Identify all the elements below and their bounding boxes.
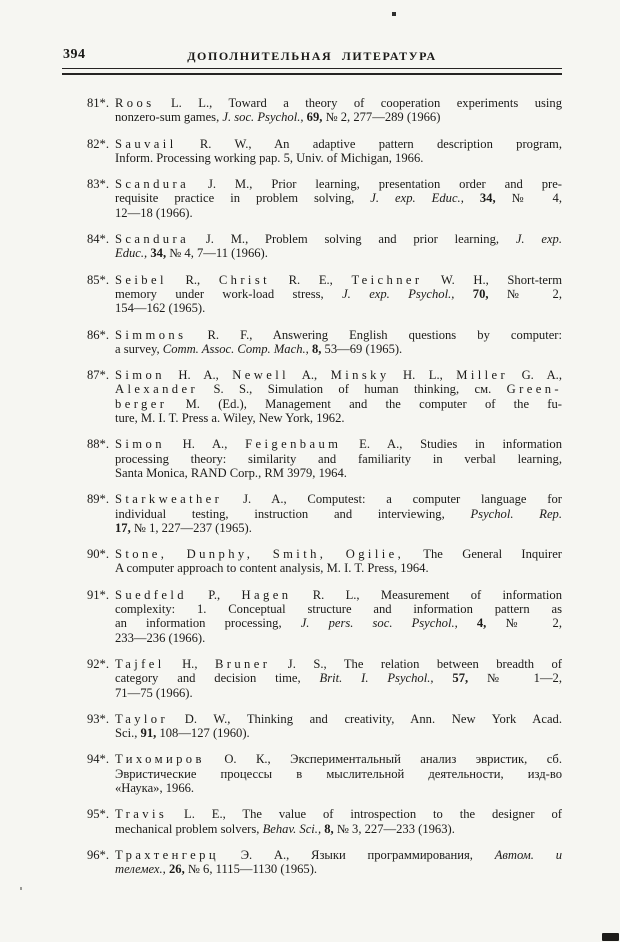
entry-segment: 12—18 (1966). [115,205,193,220]
author-name: Bruner [214,656,271,671]
entry-number: 89*. [86,492,109,507]
entry-segment [326,547,345,561]
entry-line [115,177,562,191]
bibliography-entry [75,328,562,357]
entry-segment: Sci., [115,726,141,741]
entry-line [115,206,562,220]
author-name: Alexander [115,382,199,397]
entry-segment: Santa Monica, RAND Corp., RM 3979, 1964. [115,465,347,480]
entry-segment: № 2, [486,616,562,631]
entry-number: 83*. [86,177,109,192]
entry-line [115,452,562,466]
entry-text [115,752,562,795]
bibliography-entry [75,273,562,316]
bibliography-entry [75,807,562,836]
entry-text [115,273,562,316]
scan-artifact [20,887,22,890]
entry-segment: The General Inquirer [404,547,562,562]
entry-line [115,232,562,246]
author-name: Seibel [115,272,167,287]
entry-line [115,752,562,766]
page-header [63,47,561,65]
entry-segment: Inform. Processing working pap. 5, Univ. of Michigan, 1966. [115,150,424,165]
author-name: Scandura [115,232,190,247]
entry-segment: 26, [168,862,185,877]
entry-number: 86*. [86,327,109,342]
entry-number: 84*. [86,232,109,247]
author-name: Scandura [115,177,190,192]
author-name: Feigenbaum [245,437,342,452]
entry-line [115,521,562,535]
entry-segment: E. A., Studies in information [341,437,562,452]
entry-segment: Автом. и [494,847,563,862]
entry-line [115,382,562,396]
bibliography-entry [75,137,562,166]
author-name: Simmons [115,327,187,342]
entry-text [115,368,562,425]
author-name: Simon [115,368,165,383]
entry-segment: J. exp. [515,232,562,247]
entry-text [115,437,562,480]
author-name: Minsky [330,368,390,383]
entry-segment: № 6, 1115—1130 (1965). [184,862,318,877]
bibliography-entry [75,657,562,700]
bibliography-entry [75,848,562,877]
entry-segment: 57, [452,671,469,686]
entry-segment: J. soc. Psychol., [222,110,304,125]
bibliography-entry [75,492,562,535]
author-name: Тихомиров [115,752,205,767]
entry-segment: № 2, [488,286,562,301]
author-name: Teichner [351,272,423,287]
header-rule-thick [62,73,562,75]
author-name: Stone, [115,547,168,562]
entry-line [115,507,562,521]
running-title: ДОПОЛНИТЕЛЬНАЯ ЛИТЕРАТУРА [187,49,437,63]
bibliography-entry [75,712,562,741]
entry-line [115,712,562,726]
entry-segment: № 1—2, [468,671,562,686]
entry-segment: ture, M. I. T. Press a. Wiley, New York, 1962. [115,411,345,426]
entry-segment [458,616,477,630]
entry-segment: Э. А., Языки программирования, [218,847,495,862]
entry-text [115,807,562,836]
author-name: Starkweather [115,492,223,507]
entry-segment: processing theory: similarity and familiarity in verbal learning, [115,451,562,466]
author-name: Taylor [115,711,169,726]
entry-segment: H. A., [164,368,233,383]
author-name: Ogilie, [345,547,405,562]
entry-line [115,862,562,876]
entry-segment: a survey, [115,341,163,356]
entry-line [115,411,562,425]
entry-number: 92*. [86,656,109,671]
entry-line [115,368,562,382]
entry-segment: Behav. Sci., [262,821,322,836]
entry-text [115,328,562,357]
entry-segment: 53—69 (1965). [321,341,403,356]
entry-line [115,466,562,480]
entry-line [115,822,562,836]
entry-segment: 8, [311,341,322,356]
entry-number: 90*. [86,547,109,562]
entry-line [115,137,562,151]
entry-segment: category and decision time, [115,671,320,686]
entry-segment [464,191,480,205]
entry-segment [434,671,453,685]
entry-segment: requisite practice in problem solving, [115,191,371,206]
scan-artifact [392,12,396,16]
entry-segment [167,547,186,561]
entry-line [115,301,562,315]
entry-segment: mechanical problem solvers, [115,821,263,836]
author-name: Dunphy, [186,547,254,562]
author-name: Travis [115,807,168,822]
entry-line [115,671,562,685]
entry-segment: nonzero-sum games, [115,110,223,125]
entry-text [115,848,562,877]
author-name: Трахтенгерц [115,847,219,862]
entry-number: 82*. [86,136,109,151]
entry-number: 88*. [86,437,109,452]
entry-text [115,177,562,220]
entry-segment: J. M., Prior learning, presentation order and pre- [189,177,562,192]
entry-segment: R. L., Measurement of information [291,587,562,602]
entry-line [115,397,562,411]
entry-segment: S. S., Simulation of human thinking, см. [198,382,507,397]
entry-line [115,437,562,451]
entry-text [115,657,562,700]
author-name: Simon [115,437,165,452]
author-name: Suedfeld [115,587,187,602]
entry-segment: L. E., The value of introspection to the designer of [167,807,562,822]
entry-segment: № 1, 227—237 (1965). [130,520,252,535]
entry-segment: № 4, [495,191,562,206]
entry-segment: H., [164,656,215,671]
entry-segment: complexity: 1. Conceptual structure and information pattern as [115,602,562,617]
entry-line [115,848,562,862]
bibliography-entry [75,437,562,480]
entry-segment: J. S., The relation between breadth of [270,656,562,671]
entry-segment: О. К., Экспериментальный анализ эвристик, сб. [204,752,562,767]
entry-line [115,726,562,740]
entry-segment: 91, [140,726,157,741]
entry-line [115,588,562,602]
entry-segment: 69, [306,110,323,125]
entry-line [115,561,562,575]
entry-number: 87*. [86,368,109,383]
entry-text [115,588,562,645]
entry-line [115,151,562,165]
entry-segment: D. W., Thinking and creativity, Ann. New York Acad. [168,711,562,726]
entry-segment: W. H., Short-term [422,272,562,287]
entry-segment: L. L., Toward a theory of cooperation experiments using [154,96,562,110]
entry-text [115,96,562,125]
entry-segment: 34, [479,191,496,206]
bibliography-entry [75,177,562,220]
entry-line [115,631,562,645]
entry-line [115,287,562,301]
entry-line [115,616,562,630]
author-name: Smith, [272,547,327,562]
entry-segment: 8, [324,821,334,836]
entry-segment [253,547,272,561]
scan-artifact [602,933,619,941]
entry-line [115,246,562,260]
bibliography-entry [75,588,562,645]
author-name: Miller [456,368,509,383]
entry-text [115,232,562,261]
entry-segment: individual testing, instruction and interviewing, [115,506,471,521]
entry-segment: 71—75 (1966). [115,685,193,700]
entry-segment: телемех., [115,862,166,877]
entry-number: 85*. [86,272,109,287]
author-name: Newell [232,368,290,383]
entry-segment: J. pers. soc. Psychol., [300,616,458,631]
entry-segment: Brit. I. Psychol., [319,671,434,686]
entry-segment: R. F., Answering English questions by computer: [186,327,562,342]
entry-segment: 154—162 (1965). [115,301,206,316]
entry-segment: M. (Ed.), Management and the computer of the fu- [167,396,562,411]
entry-text [115,137,562,166]
author-name: Green- [506,382,562,397]
entry-segment: an information processing, [115,616,301,631]
entry-segment: R. E., [270,272,352,287]
entry-number: 94*. [86,752,109,767]
entry-segment: J. exp. Educ., [370,191,464,206]
entry-segment: J. M., Problem solving and prior learning, [189,232,516,247]
entry-line [115,191,562,205]
entry-segment: 108—127 (1960). [156,726,250,741]
entry-segment: P., [186,587,242,602]
page-number: 394 [63,47,86,62]
entry-number: 91*. [86,587,109,602]
bibliography-entry [75,547,562,576]
entry-line [115,767,562,781]
entry-segment: J. A., Computest: a computer language for [222,492,562,507]
entry-segment: 17, [115,520,131,535]
entry-segment: Educ., [115,246,148,261]
author-name: Hagen [241,587,292,602]
entry-segment: J. exp. Psychol., [342,286,455,301]
entry-segment: memory under work-load stress, [115,286,343,301]
entry-segment: Psychol. Rep. [470,506,562,521]
entry-text [115,492,562,535]
entry-segment: 233—236 (1966). [115,630,206,645]
entry-line [115,492,562,506]
entry-segment: 34, [150,246,167,261]
entry-line [115,807,562,821]
entry-line [115,342,562,356]
entry-line [115,110,562,124]
entry-line [115,328,562,342]
entry-segment: A., [289,368,331,383]
bibliography-entry [75,232,562,261]
author-name: Tajfel [115,656,165,671]
entry-segment: № 3, 227—233 (1963). [333,821,455,836]
author-name: berger [115,396,168,411]
entry-segment: № 2, 277—289 (1966) [322,110,441,125]
entry-line [115,96,562,110]
entry-line [115,273,562,287]
entry-line [115,547,562,561]
entry-segment: 70, [472,286,489,301]
entry-number: 81*. [86,96,109,110]
entry-segment: Эвристические процессы в мыслительной деятельности, изд-во [115,766,562,781]
entry-number: 96*. [86,847,109,862]
entry-line [115,781,562,795]
entry-line [115,602,562,616]
entry-segment: A computer approach to content analysis, M. I. T. Press, 1964. [115,561,429,576]
bibliography-entry [75,752,562,795]
entry-number: 95*. [86,807,109,822]
entry-text [115,712,562,741]
bibliography-entry [75,368,562,425]
bibliography-list [75,96,562,888]
entry-segment: 4, [476,616,487,631]
entry-segment: R., [166,272,219,287]
entry-segment: H. L., [389,368,457,383]
entry-segment: Comm. Assoc. Comp. Mach., [162,341,309,356]
entry-segment: H. A., [164,437,246,452]
author-name: Christ [218,272,271,287]
author-name: Roos [115,96,155,110]
entry-line [115,657,562,671]
entry-segment: R. W., An adaptive pattern description program, [176,136,562,151]
entry-segment [454,287,472,301]
entry-number: 93*. [86,711,109,726]
entry-text [115,547,562,576]
bibliography-entry [75,96,562,125]
entry-segment: № 4, 7—11 (1966). [166,246,268,261]
entry-line [115,686,562,700]
entry-segment: G. A., [508,368,562,383]
author-name: Sauvail [115,136,177,151]
entry-segment: «Наука», 1966. [115,780,195,795]
header-rule-thin [62,68,562,69]
